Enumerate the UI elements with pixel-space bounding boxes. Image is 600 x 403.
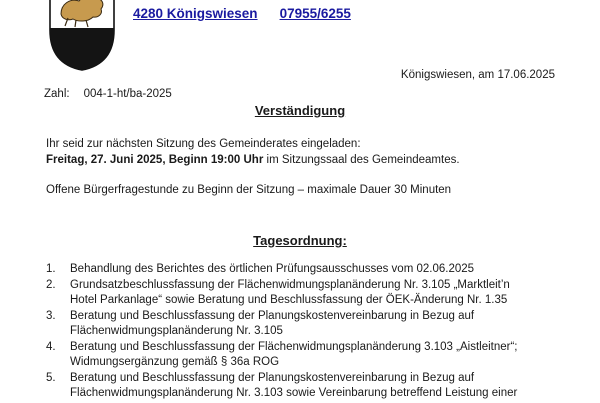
- agenda-item-text: Beratung und Beschlussfassung der Planungskostenvereinbarung in Bezug auf: [70, 310, 475, 322]
- agenda-item-number: 5.: [46, 372, 56, 384]
- reference-line: [44, 88, 172, 100]
- reference-value: 004-1-ht/ba-2025: [83, 88, 172, 100]
- agenda-title: Tagesordnung:: [253, 233, 347, 248]
- agenda-item: [46, 371, 566, 401]
- agenda-item-number: 2.: [46, 279, 56, 291]
- meeting-date-bold: Freitag, 27. Juni 2025, Beginn 19:00 Uhr: [46, 154, 264, 166]
- meeting-date-line: [46, 153, 460, 168]
- agenda-item-number: 1.: [46, 263, 56, 275]
- public-question-time: Offene Bürgerfragestunde zu Beginn der Sitzung – maximale Dauer 30 Minuten: [46, 184, 452, 196]
- postal-city: 4280 Königswiesen: [133, 6, 258, 21]
- agenda-item-text: Behandlung des Berichtes des örtlichen Prüfungsausschusses vom 02.06.2025: [70, 263, 475, 275]
- coat-of-arms-icon: [48, 0, 116, 72]
- sender-address: [133, 6, 351, 21]
- place-date: Königswiesen, am 17.06.2025: [400, 69, 555, 81]
- agenda-item-text: Grundsatzbeschlussfassung der Flächenwidmungsplanänderung Nr. 3.105 „Marktleit’n: [70, 279, 510, 291]
- agenda-item: [46, 278, 566, 308]
- agenda-item-text-cont: Widmungsergänzung gemäß § 36a ROG: [70, 356, 280, 368]
- agenda-item-text: Beratung und Beschlussfassung der Flächenwidmungsplanänderung 3.103 „Aistleitner“;: [70, 341, 518, 353]
- agenda-list: [46, 262, 566, 402]
- reference-label: Zahl:: [44, 88, 70, 100]
- agenda-item: [46, 262, 566, 277]
- agenda-item-number: 4.: [46, 341, 56, 353]
- agenda-item-text-cont: Flächenwidmungsplanänderung Nr. 3.103 sowie Vereinbarung betreffend Leistung einer: [70, 387, 518, 399]
- agenda-item-number: 3.: [46, 310, 56, 322]
- agenda-item: [46, 309, 566, 339]
- agenda-item: [46, 340, 566, 370]
- meeting-location: im Sitzungssaal des Gemeindeamtes.: [263, 154, 460, 166]
- agenda-item-text: Beratung und Beschlussfassung der Planungskostenvereinbarung in Bezug auf: [70, 372, 475, 384]
- phone-number: 07955/6255: [279, 6, 351, 21]
- notice-title: Verständigung: [254, 103, 346, 118]
- invitation-text: Ihr seid zur nächsten Sitzung des Gemeinderates eingeladen:: [46, 138, 361, 150]
- agenda-item-text-cont: Hotel Parkanlage“ sowie Beratung und Beschlussfassung der ÖEK-Änderung Nr. 1.35: [70, 294, 508, 306]
- agenda-item-text-cont: Flächenwidmungsplanänderung Nr. 3.105: [70, 325, 283, 337]
